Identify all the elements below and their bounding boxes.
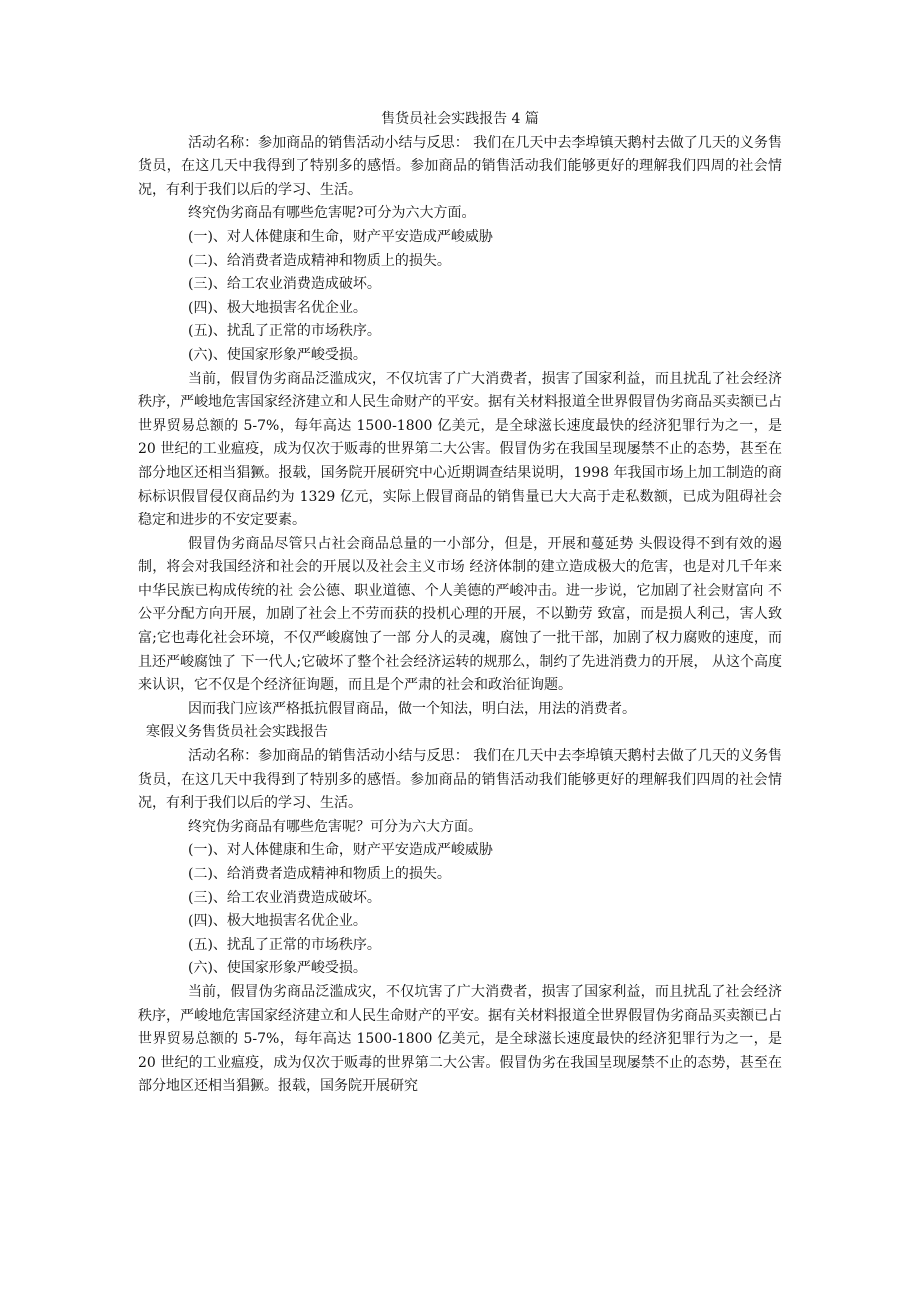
list-item: (一)、对人体健康和生命，财产平安造成严峻威胁 xyxy=(188,842,493,859)
list-item: (六)、使国家形象严峻受损。 xyxy=(188,346,367,363)
list-item: (四)、极大地损害名优企业。 xyxy=(188,913,367,930)
paragraph-current-situation: 当前，假冒伪劣商品泛滥成灾，不仅坑害了广大消费者，损害了国家利益，而且扰乱了社会经济秩序，严峻地危害国家经济建立和人民生命财产的平安。据有关材料报道全世界假冒伪劣商品买卖额已占世界贸易总额的 5-7%，每年高达 1500-1800 亿美元，是全球滋长速度最快的经济犯罪行为之一，是 20 世纪的工业瘟疫，成为仅次于贩毒的世界第二大公害。假冒伪劣在我国呈现屡禁不止的态势，甚至在部分地区还相当猖獗。报载，国务院开展研究 xyxy=(138,983,782,1095)
paragraph-intro: 活动名称：参加商品的销售活动小结与反思： 我们在几天中去李埠镇天鹅村去做了几天的义务售货员，在这几天中我得到了特别多的感悟。参加商品的销售活动我们能够更好的理解我们四周的社会情况，有利于我们以后的学习、生活。 xyxy=(138,134,782,198)
paragraph-harm-analysis: 假冒伪劣商品尽管只占社会商品总量的一小部分，但是，开展和蔓延势 头假设得不到有效的遏制，将会对我国经济和社会的开展以及社会主义市场 经济体制的建立造成极大的危害，也是对几千年来中华民族已构成传统的社 会公德、职业道德、个人美德的严峻冲击。进一步说，它加剧了社会财富向 不公平分配方向开展，加剧了社会上不劳而获的投机心理的开展，不以勤劳 致富，而是损人利己，害人致富;它也毒化社会环境，不仅严峻腐蚀了一部 分人的灵魂，腐蚀了一批干部，加剧了权力腐败的速度，而且还严峻腐蚀了 下一代人;它破坏了整个社会经济运转的规那么，制约了先进消费力的开展， 从这个高度来认识，它不仅是个经济征询题，而且是个严肃的社会和政治征询题。 xyxy=(138,535,782,694)
list-item: (三)、给工农业消费造成破坏。 xyxy=(188,889,381,906)
list-item: (六)、使国家形象严峻受损。 xyxy=(188,960,367,977)
list-item: (二)、给消费者造成精神和物质上的损失。 xyxy=(188,252,451,269)
list-item: (二)、给消费者造成精神和物质上的损失。 xyxy=(188,866,451,882)
section-subheading: 寒假义务售货员社会实践报告 xyxy=(146,724,328,741)
list-item: (五)、扰乱了正常的市场秩序。 xyxy=(188,323,381,340)
paragraph-intro: 活动名称：参加商品的销售活动小结与反思： 我们在几天中去李埠镇天鹅村去做了几天的义务售货员，在这几天中我得到了特别多的感悟。参加商品的销售活动我们能够更好的理解我们四周的社会情况，有利于我们以后的学习、生活。 xyxy=(138,748,782,812)
paragraph-current-situation: 当前，假冒伪劣商品泛滥成灾，不仅坑害了广大消费者，损害了国家利益，而且扰乱了社会经济秩序，严峻地危害国家经济建立和人民生命财产的平安。据有关材料报道全世界假冒伪劣商品买卖额已占世界贸易总额的 5-7%，每年高达 1500-1800 亿美元，是全球滋长速度最快的经济犯罪行为之一，是 20 世纪的工业瘟疫，成为仅次于贩毒的世界第二大公害。假冒伪劣在我国呈现屡禁不止的态势，甚至在部分地区还相当猖獗。报载，国务院开展研究中心近期调查结果说明，1998 年我国市场上加工制造的商标标识假冒侵仅商品约为 1329 亿元，实际上假冒商品的销售量已大大高于走私数额，已成为阻碍社会稳定和进步的不安定要素。 xyxy=(138,370,782,529)
list-item: (一)、对人体健康和生命，财产平安造成严峻威胁 xyxy=(188,228,493,245)
paragraph-question: 终究伪劣商品有哪些危害呢？可分为六大方面。 xyxy=(188,818,482,835)
list-item: (三)、给工农业消费造成破坏。 xyxy=(188,276,381,293)
paragraph-conclusion: 因而我门应该严格抵抗假冒商品，做一个知法，明白法，用法的消费者。 xyxy=(188,700,636,717)
list-item: (四)、极大地损害名优企业。 xyxy=(188,299,367,316)
list-item: (五)、扰乱了正常的市场秩序。 xyxy=(188,936,381,953)
document-title: 售货员社会实践报告 4 篇 xyxy=(381,111,539,127)
paragraph-question: 终究伪劣商品有哪些危害呢?可分为六大方面。 xyxy=(188,205,476,222)
document-page xyxy=(138,108,782,1099)
